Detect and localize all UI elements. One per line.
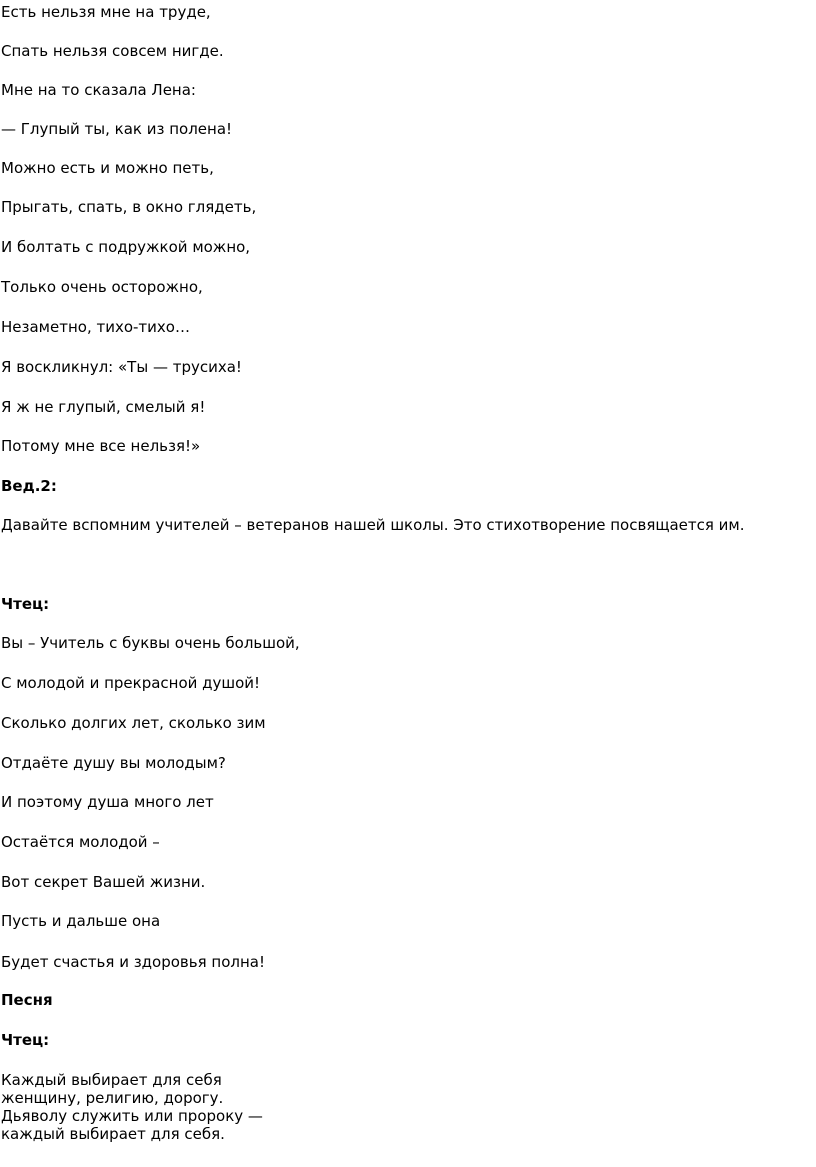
poem-line: Вот секрет Вашей жизни. [1, 873, 206, 891]
speaker-label: Чтец: [1, 595, 50, 613]
poem-line: Дьяволу служить или пророку — [1, 1107, 263, 1125]
poem-line: Я воскликнул: «Ты — трусиха! [1, 358, 242, 376]
poem-line: Можно есть и можно петь, [1, 159, 214, 177]
poem-line: С молодой и прекрасной душой! [1, 674, 261, 692]
poem-line: Я ж не глупый, смелый я! [1, 398, 206, 416]
poem-line: Остаётся молодой – [1, 833, 160, 851]
poem-line: Только очень осторожно, [1, 278, 203, 296]
poem-line: каждый выбирает для себя. [1, 1125, 225, 1143]
poem-line: Сколько долгих лет, сколько зим [1, 714, 266, 732]
poem-line: Вы – Учитель с буквы очень большой, [1, 634, 300, 652]
poem-line: Каждый выбирает для себя [1, 1071, 222, 1089]
prose-line: Давайте вспомним учителей – ветеранов нашей школы. Это стихотворение посвящается им. [1, 516, 745, 534]
speaker-label: Вед.2: [1, 477, 57, 495]
poem-line: Есть нельзя мне на труде, [1, 3, 211, 21]
poem-line: Прыгать, спать, в окно глядеть, [1, 198, 257, 216]
poem-line: И поэтому душа много лет [1, 793, 214, 811]
speaker-label: Чтец: [1, 1031, 50, 1049]
poem-line: Мне на то сказала Лена: [1, 81, 196, 99]
poem-line: Отдаёте душу вы молодым? [1, 754, 226, 772]
section-label: Песня [1, 991, 53, 1009]
poem-line: — Глупый ты, как из полена! [1, 120, 233, 138]
poem-line: Пусть и дальше она [1, 912, 161, 930]
poem-line: Спать нельзя совсем нигде. [1, 42, 224, 60]
poem-line: Потому мне все нельзя!» [1, 437, 201, 455]
poem-line: Будет счастья и здоровья полна! [1, 953, 265, 971]
poem-line: женщину, религию, дорогу. [1, 1089, 224, 1107]
poem-line: Незаметно, тихо-тихо… [1, 318, 190, 336]
poem-line: И болтать с подружкой можно, [1, 238, 251, 256]
